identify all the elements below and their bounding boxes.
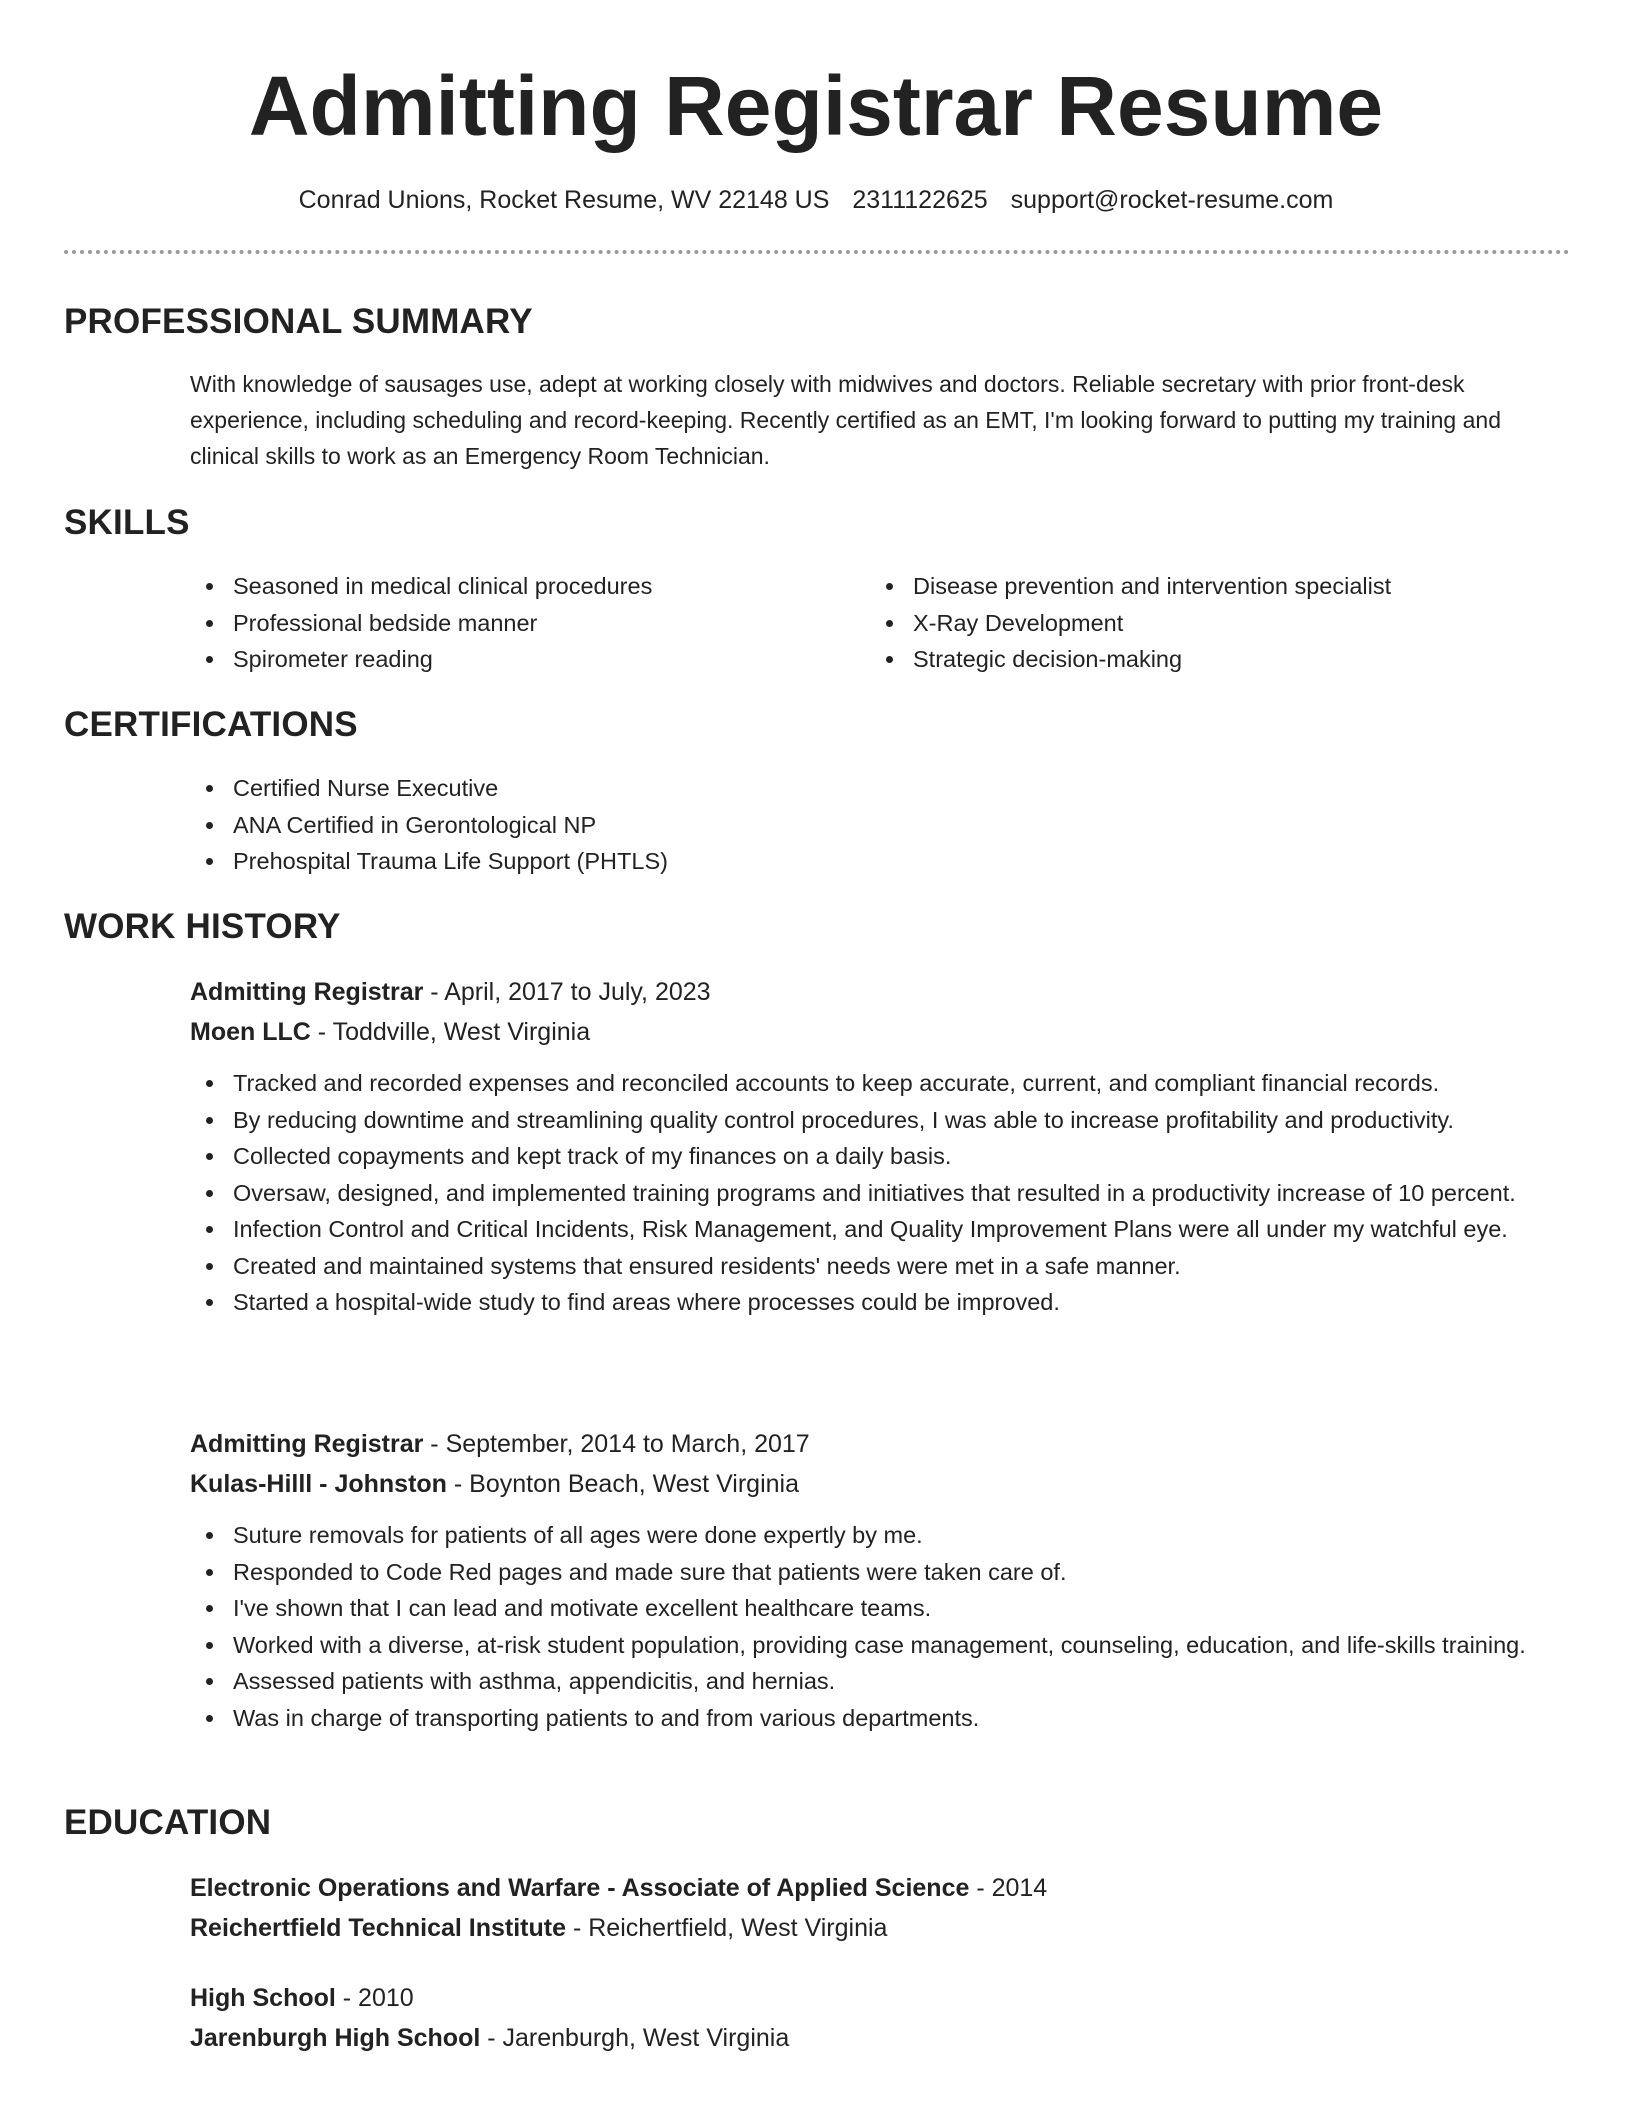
job-company: Kulas-Hilll - Johnston bbox=[190, 1470, 447, 1498]
contact-address: Conrad Unions, Rocket Resume, WV 22148 US bbox=[298, 186, 830, 214]
job-bullet: Responded to Code Red pages and made sure that patients were taken care of. bbox=[190, 1554, 1560, 1591]
certification-item: ANA Certified in Gerontological NP bbox=[190, 807, 1490, 844]
job-bullets bbox=[190, 1517, 1560, 1736]
education-school-line bbox=[190, 1908, 887, 1948]
skills-list-left bbox=[190, 568, 830, 678]
skill-item: X-Ray Development bbox=[870, 605, 1550, 642]
education-heading: EDUCATION bbox=[64, 1803, 272, 1842]
job-bullet: Collected copayments and kept track of my finances on a daily basis. bbox=[190, 1138, 1560, 1175]
header-divider bbox=[64, 250, 1570, 254]
job-bullets bbox=[190, 1065, 1560, 1321]
education-degree-line bbox=[190, 1978, 414, 2018]
job-title-line bbox=[190, 1424, 810, 1464]
skills-heading: SKILLS bbox=[64, 503, 190, 542]
education-degree: High School bbox=[190, 1984, 336, 2012]
job-bullet: Oversaw, designed, and implemented training programs and initiatives that resulted in a productivity increase of 10 percent. bbox=[190, 1175, 1560, 1212]
contact-line bbox=[0, 182, 1632, 218]
summary-text: With knowledge of sausages use, adept at working closely with midwives and doctors. Reliable secretary with prior front-desk experience, including scheduling and record-keeping. Recently certified as an EMT, I'm looking forward to putting my training and clinical skills to work as an Emergency Room Technician. bbox=[190, 371, 1501, 469]
education-school-line bbox=[190, 2018, 789, 2058]
job-company-line bbox=[190, 1012, 590, 1052]
skill-item: Disease prevention and intervention specialist bbox=[870, 568, 1550, 605]
job-bullet: Tracked and recorded expenses and reconciled accounts to keep accurate, current, and compliant financial records. bbox=[190, 1065, 1560, 1102]
education-year: - 2014 bbox=[969, 1874, 1048, 1902]
job-company: Moen LLC bbox=[190, 1018, 311, 1046]
job-bullet: Was in charge of transporting patients to and from various departments. bbox=[190, 1700, 1560, 1737]
job-bullet: Created and maintained systems that ensured residents' needs were met in a safe manner. bbox=[190, 1248, 1560, 1285]
job-dates: - April, 2017 to July, 2023 bbox=[423, 978, 711, 1006]
skill-item: Spirometer reading bbox=[190, 641, 830, 678]
work-history-heading: WORK HISTORY bbox=[64, 907, 341, 946]
education-location: - Reichertfield, West Virginia bbox=[566, 1914, 888, 1942]
certifications-heading: CERTIFICATIONS bbox=[64, 705, 358, 744]
job-company-line bbox=[190, 1464, 799, 1504]
job-bullet: I've shown that I can lead and motivate excellent healthcare teams. bbox=[190, 1590, 1560, 1627]
contact-email: support@rocket-resume.com bbox=[1010, 186, 1334, 214]
education-degree-line bbox=[190, 1868, 1047, 1908]
education-school: Reichertfield Technical Institute bbox=[190, 1914, 567, 1942]
job-location: - Toddville, West Virginia bbox=[310, 1018, 591, 1046]
skill-item: Strategic decision-making bbox=[870, 641, 1550, 678]
job-bullet: Started a hospital-wide study to find areas where processes could be improved. bbox=[190, 1284, 1560, 1321]
education-location: - Jarenburgh, West Virginia bbox=[480, 2024, 790, 2052]
job-title: Admitting Registrar bbox=[190, 978, 424, 1006]
job-bullet: Infection Control and Critical Incidents, Risk Management, and Quality Improvement Plans were all under my watchful eye. bbox=[190, 1211, 1560, 1248]
certifications-list bbox=[190, 770, 1490, 880]
skill-item: Seasoned in medical clinical procedures bbox=[190, 568, 830, 605]
resume-title: Admitting Registrar Resume bbox=[248, 59, 1384, 153]
job-bullet: By reducing downtime and streamlining quality control procedures, I was able to increase profitability and productivity. bbox=[190, 1102, 1560, 1139]
job-bullet: Worked with a diverse, at-risk student population, providing case management, counseling, education, and life-skills training. bbox=[190, 1627, 1560, 1664]
job-bullet: Suture removals for patients of all ages were done expertly by me. bbox=[190, 1517, 1560, 1554]
job-title: Admitting Registrar bbox=[190, 1430, 424, 1458]
skill-item: Professional bedside manner bbox=[190, 605, 830, 642]
skills-list-right bbox=[870, 568, 1550, 678]
certification-item: Certified Nurse Executive bbox=[190, 770, 1490, 807]
job-title-line bbox=[190, 972, 711, 1012]
summary-heading: PROFESSIONAL SUMMARY bbox=[64, 302, 533, 341]
contact-phone: 2311122625 bbox=[852, 186, 988, 214]
education-year: - 2010 bbox=[335, 1984, 414, 2012]
job-dates: - September, 2014 to March, 2017 bbox=[423, 1430, 810, 1458]
certification-item: Prehospital Trauma Life Support (PHTLS) bbox=[190, 843, 1490, 880]
education-degree: Electronic Operations and Warfare - Associate of Applied Science bbox=[190, 1874, 970, 1902]
education-school: Jarenburgh High School bbox=[190, 2024, 481, 2052]
job-location: - Boynton Beach, West Virginia bbox=[446, 1470, 799, 1498]
job-bullet: Assessed patients with asthma, appendicitis, and hernias. bbox=[190, 1663, 1560, 1700]
